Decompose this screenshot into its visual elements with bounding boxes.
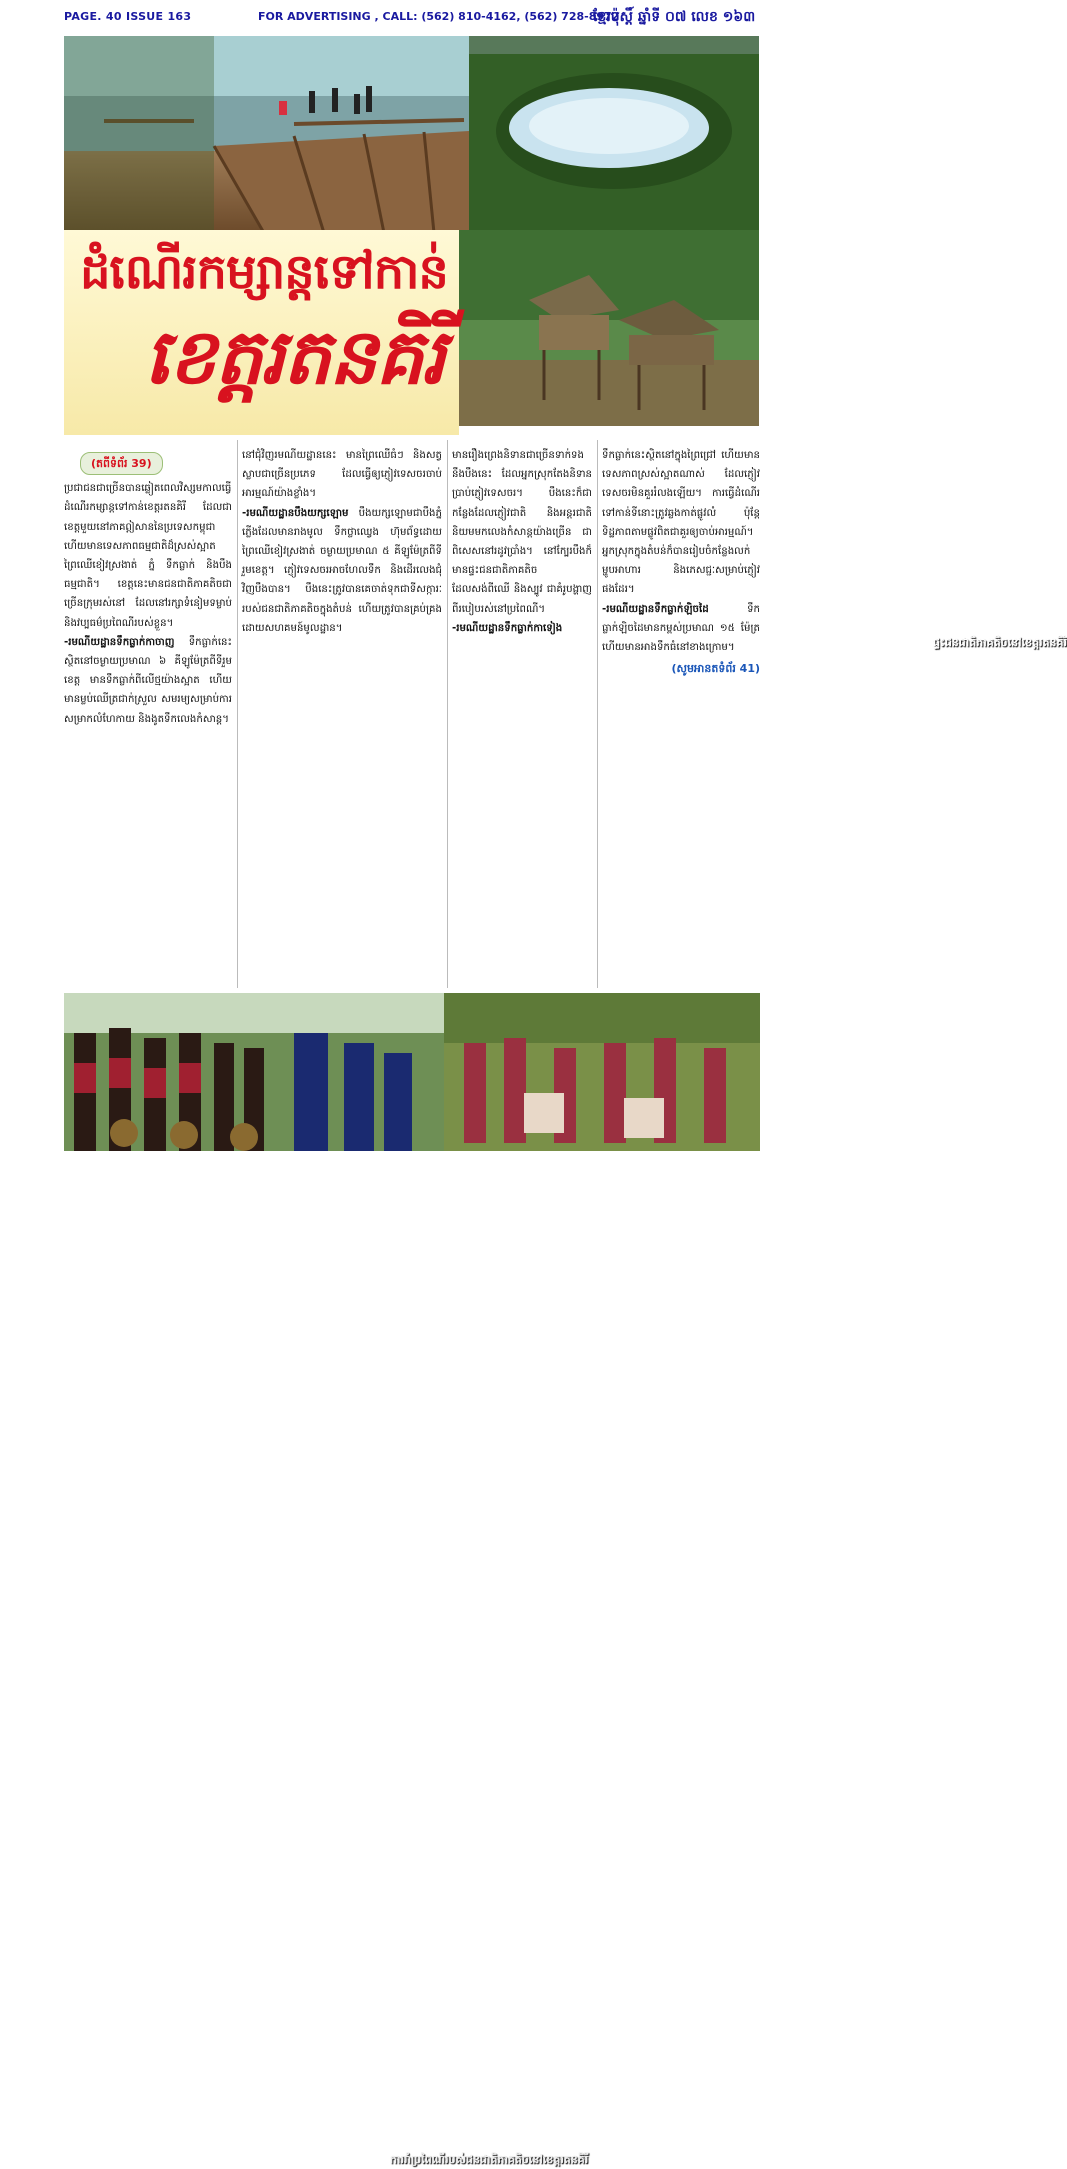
page-issue-label: PAGE. 40 ISSUE 163 bbox=[64, 10, 192, 23]
traditional-dance-photo-right bbox=[444, 993, 760, 1151]
column-divider bbox=[237, 440, 238, 988]
article-paragraph: មានរឿងព្រេងនិទានជាច្រើនទាក់ទងនឹងបឹងនេះ ដែលអ្នកស្រុកតែងនិទានប្រាប់ភ្ញៀវទេសចរ។ បឹងនេះក៏ជាកន្លែងដែលភ្ញៀវជាតិ និងអន្តរជាតិនិយមមកលេងកំសាន្តយ៉ាងច្រើន ជាពិសេសនៅរដូវប្រាំង។ នៅក្បែរបឹងក៏មានផ្ទះជនជាតិភាគតិចដែលសង់ពីឈើ និងស្បូវ ជាគំរូបង្ហាញពីរបៀបរស់នៅប្រពៃណី។ bbox=[452, 450, 592, 615]
headline-box bbox=[64, 230, 459, 435]
section-subheading: -រមណីយដ្ឋានទឹកធ្លាក់ឡិចដៃ bbox=[602, 603, 709, 615]
advertising-contact: FOR ADVERTISING , CALL: (562) 810-4162, (562) 728-8972 bbox=[258, 10, 620, 23]
headline-line-1: ដំណើរកម្សាន្តទៅកាន់ bbox=[80, 244, 448, 300]
section-subheading: -រមណីយដ្ឋានទឹកធ្លាក់កាទៀង bbox=[452, 622, 563, 634]
traditional-dance-photo-left bbox=[64, 993, 589, 2166]
publication-name: ខ្មែរប៉ុស្ដិ៍ ឆ្នាំទី ០៧ លេខ ១៦៣ bbox=[593, 9, 756, 25]
crater-lake-illustration bbox=[469, 36, 759, 233]
crater-lake-aerial-photo bbox=[469, 36, 759, 233]
article-column-1 bbox=[64, 446, 232, 986]
dance-photo-caption: ការរាំប្រពៃណីរបស់ជនជាតិភាគតិចនៅខេត្តរតនគិរី bbox=[390, 2153, 589, 2166]
article-paragraph: ទឹកធ្លាក់ឡិចដៃមានកម្ពស់ប្រមាណ ១៥ ម៉ែត្រ ហើយមានអាងទឹកធំនៅខាងក្រោម។ bbox=[602, 603, 760, 654]
column-divider bbox=[597, 440, 598, 988]
column-divider bbox=[447, 440, 448, 988]
article-column-2 bbox=[242, 446, 442, 986]
section-subheading: -រមណីយដ្ឋានទឹកធ្លាក់កាចាញ bbox=[64, 636, 175, 648]
continued-to-label: (សូមអានតទំព័រ 41) bbox=[671, 662, 760, 676]
headline-line-2: ខេត្តរតនគិរី bbox=[144, 312, 444, 401]
lake-dock-photo bbox=[64, 36, 469, 233]
article-paragraph: ទឹកធ្លាក់នេះស្ថិតនៅចម្ងាយប្រមាណ ៦ គីឡូម៉ែត្រពីទីរួមខេត្ត មានទឹកធ្លាក់ពីលើថ្មយ៉ាងស្អាត ហើយមានម្លប់ឈើត្រជាក់ស្រួល សមរម្យសម្រាប់ការសម្រាកលំហែកាយ និងងូតទឹកលេងកំសាន្ត។ bbox=[64, 636, 232, 725]
article-paragraph: ទឹកធ្លាក់នេះស្ថិតនៅក្នុងព្រៃជ្រៅ ហើយមានទេសភាពស្រស់ស្អាតណាស់ ដែលភ្ញៀវទេសចរមិនគួររំលងឡើយ។ ការធ្វើដំណើរទៅកាន់ទីនោះត្រូវឆ្លងកាត់ផ្លូវលំ ប៉ុន្តែទិដ្ឋភាពតាមផ្លូវពិតជាគួរឲ្យចាប់អារម្មណ៍។ អ្នកស្រុកក្នុងតំបន់ក៏បានរៀបចំកន្លែងលក់ម្ហូបអាហារ និងភេសជ្ជៈសម្រាប់ភ្ញៀវផងដែរ។ bbox=[602, 450, 760, 596]
continued-from-badge: (តពីទំព័រ 39) bbox=[80, 452, 163, 475]
dancers-illustration-right bbox=[444, 993, 760, 1151]
article-column-3 bbox=[452, 446, 592, 986]
article-paragraph: បឹងយក្សឡោមជាបឹងភ្នំភ្លើងដែលមានរាងមូល ទឹកថ្លាឈ្វេង ហ៊ុមព័ទ្ធដោយព្រៃឈើខៀវស្រងាត់ ចម្ងាយប្រមាណ ៥ គីឡូម៉ែត្រពីទីរួមខេត្ត។ ភ្ញៀវទេសចរអាចហែលទឹក និងដើរលេងជុំវិញបឹងបាន។ បឹងនេះត្រូវបានគេចាត់ទុកជាទីសក្ការៈរបស់ជនជាតិភាគតិចក្នុងតំបន់ ហើយត្រូវបានគ្រប់គ្រងដោយសហគមន៍មូលដ្ឋាន។ bbox=[242, 507, 442, 634]
houses-photo-caption: ផ្ទះជនជាតិភាគតិចនៅខេត្តរតនគិរី bbox=[933, 636, 1067, 649]
article-column-4 bbox=[602, 446, 760, 986]
section-subheading: -រមណីយដ្ឋានបឹងយក្សឡោម bbox=[242, 507, 349, 519]
article-paragraph: ប្រជាជនជាច្រើនបានឆ្លៀតពេលវិស្សមកាលធ្វើដំណើរកម្សាន្តទៅកាន់ខេត្តរតនគិរី ដែលជាខេត្តមួយនៅភាគឦសាននៃប្រទេសកម្ពុជា ហើយមានទេសភាពធម្មជាតិដ៏ស្រស់ស្អាត ព្រៃឈើខៀវស្រងាត់ ភ្នំ ទឹកធ្លាក់ និងបឹងធម្មជាតិ។ ខេត្តនេះមានជនជាតិភាគតិចជាច្រើនក្រុមរស់នៅ ដែលនៅរក្សាទំនៀមទម្លាប់ និងវប្បធម៌ប្រពៃណីរបស់ខ្លួន។ bbox=[64, 483, 232, 629]
lake-dock-illustration bbox=[64, 36, 469, 233]
page-header bbox=[0, 0, 823, 30]
dancers-illustration-left bbox=[64, 993, 444, 1151]
stilt-houses-illustration bbox=[459, 230, 759, 426]
article-paragraph: នៅជុំវិញរមណីយដ្ឋាននេះ មានព្រៃឈើធំៗ និងសត្វស្លាបជាច្រើនប្រភេទ ដែលធ្វើឲ្យភ្ញៀវទេសចរចាប់អារម្មណ៍យ៉ាងខ្លាំង។ bbox=[242, 450, 442, 500]
